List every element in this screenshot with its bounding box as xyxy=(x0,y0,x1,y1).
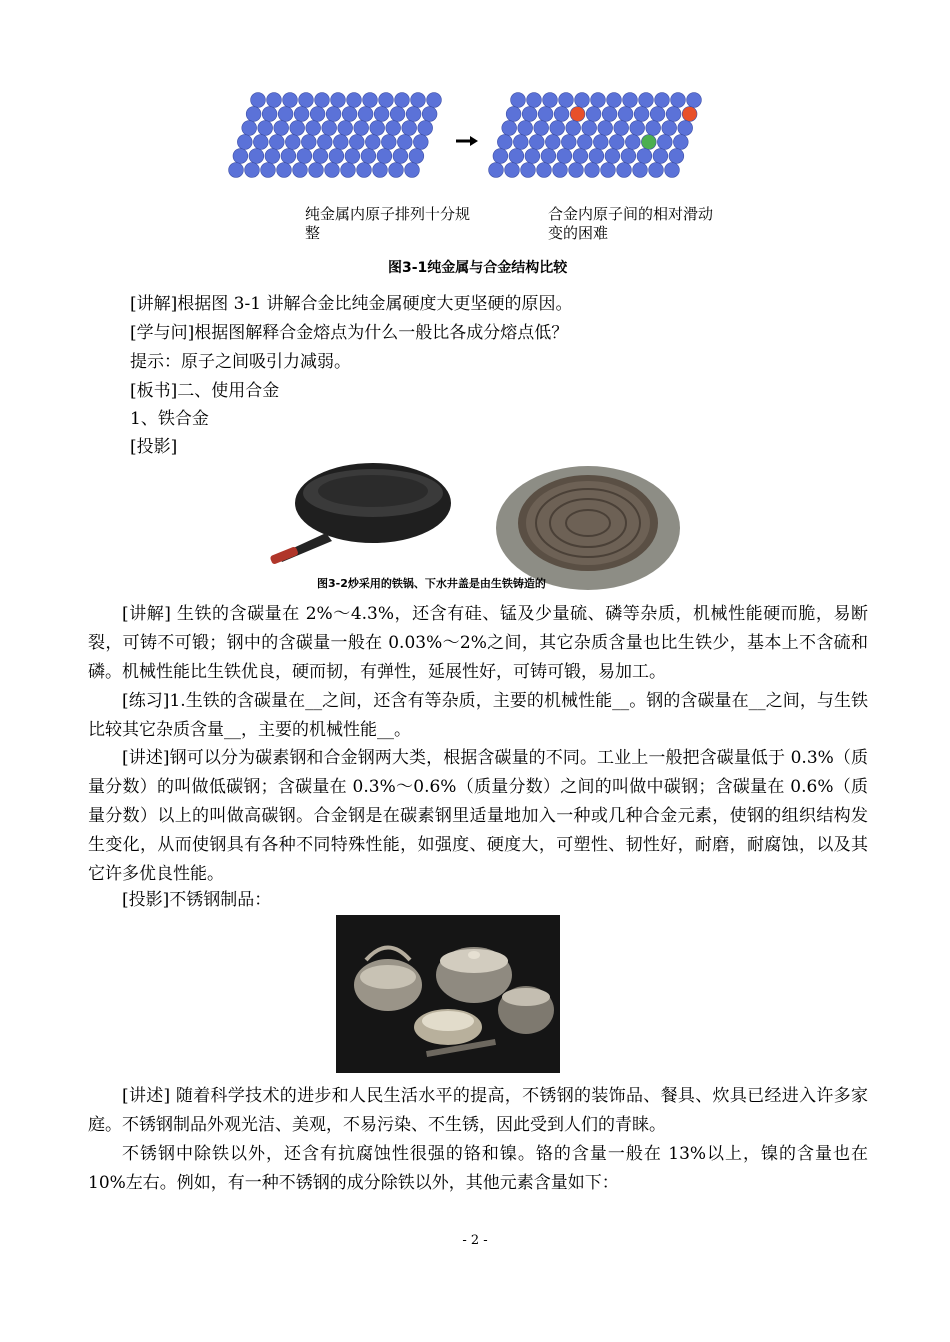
atom xyxy=(525,149,540,164)
atom xyxy=(618,107,633,122)
atom xyxy=(646,121,661,136)
atom xyxy=(569,163,584,178)
atom xyxy=(405,163,420,178)
atom xyxy=(390,107,405,122)
atom xyxy=(301,135,316,150)
paragraph-stainless-composition: 不锈钢中除铁以外，还含有抗腐蚀性很强的铬和镍。铬的含量一般在 13%以上，镍的含量也在 10%左右。例如，有一种不锈钢的成分除铁以外，其他元素含量如下： xyxy=(88,1144,868,1193)
figure-3-2-caption: 图3-2炒采用的铁锅、下水井盖是由生铁铸造的 xyxy=(317,577,546,590)
atom xyxy=(511,93,526,108)
atom xyxy=(566,121,581,136)
atom xyxy=(593,135,608,150)
atom xyxy=(397,135,412,150)
paragraph-projection: [投影]不锈钢制品： xyxy=(122,890,272,910)
atom xyxy=(529,135,544,150)
atom xyxy=(269,135,284,150)
atom xyxy=(653,149,668,164)
atom xyxy=(261,163,276,178)
atom xyxy=(262,107,277,122)
atom xyxy=(253,135,268,150)
atom xyxy=(331,93,346,108)
atom xyxy=(277,163,292,178)
explanation-line: [讲解]根据图 3-1 讲解合金比纯金属硬度大更坚硬的原因。 xyxy=(130,294,573,314)
atom xyxy=(589,149,604,164)
atom xyxy=(586,107,601,122)
atom xyxy=(361,149,376,164)
atom xyxy=(299,93,314,108)
atom xyxy=(293,163,308,178)
atom xyxy=(666,107,681,122)
atom xyxy=(534,121,549,136)
paragraph-stainless-intro: [讲述] 随着科学技术的进步和人民生活水平的提高，不锈钢的装饰品、餐具、炊具已经进入许多家庭。不锈钢制品外观光洁、美观，不易污染、不生锈，因此受到人们的青睐。 xyxy=(88,1086,868,1135)
atom xyxy=(358,107,373,122)
impurity-atom xyxy=(682,107,697,122)
atom xyxy=(413,135,428,150)
atom xyxy=(559,93,574,108)
atom xyxy=(630,121,645,136)
atom xyxy=(325,163,340,178)
atom xyxy=(333,135,348,150)
atom xyxy=(258,121,273,136)
atom xyxy=(294,107,309,122)
learn-ask-line: [学与问]根据图解释合金熔点为什么一般比各成分熔点低？ xyxy=(130,323,569,343)
atom xyxy=(345,149,360,164)
atom xyxy=(527,93,542,108)
atom xyxy=(687,93,702,108)
atom xyxy=(309,163,324,178)
atom xyxy=(655,93,670,108)
atom xyxy=(342,107,357,122)
atom xyxy=(614,121,629,136)
paragraph-cast-iron: [讲解] 生铁的含碳量在 2%～4.3%，还含有硅、锰及少量硫、磷等杂质，机械性能硬而脆，易断裂，可铸不可锻；钢中的含碳量一般在 0.03%～2%之间，其它杂质含量也比生铁少，基本上不含硫和磷。机械性能比生铁优良，硬而韧，有弹性，延展性好，可铸可锻，易加工。 xyxy=(88,604,868,682)
atom xyxy=(639,93,654,108)
atom xyxy=(377,149,392,164)
atom xyxy=(427,93,442,108)
atom xyxy=(379,93,394,108)
atom xyxy=(650,107,665,122)
atom xyxy=(326,107,341,122)
atom xyxy=(577,135,592,150)
atom xyxy=(678,121,693,136)
atom xyxy=(673,135,688,150)
atom xyxy=(497,135,512,150)
atom xyxy=(585,163,600,178)
atom xyxy=(657,135,672,150)
atom xyxy=(602,107,617,122)
atom xyxy=(609,135,624,150)
atom xyxy=(545,135,560,150)
atom xyxy=(513,135,528,150)
stainless-steel-products-image xyxy=(336,915,560,1073)
atom xyxy=(493,149,508,164)
atom xyxy=(505,163,520,178)
atom xyxy=(265,149,280,164)
pure-metal-caption: 纯金属内原子排列十分规整 xyxy=(305,205,471,242)
atom xyxy=(553,163,568,178)
atom xyxy=(605,149,620,164)
atom xyxy=(354,121,369,136)
atom xyxy=(591,93,606,108)
atom xyxy=(557,149,572,164)
atom xyxy=(538,107,553,122)
atom xyxy=(409,149,424,164)
atom xyxy=(363,93,378,108)
atom xyxy=(389,163,404,178)
atom xyxy=(317,135,332,150)
paragraph-exercise: [练习]1.生铁的含碳量在__之间，还含有等杂质，主要的机械性能__。钢的含碳量在__之间，与生铁比较其它杂质含量__，主要的机械性能__。 xyxy=(88,691,868,740)
atom xyxy=(665,163,680,178)
atom xyxy=(633,163,648,178)
atom xyxy=(274,121,289,136)
atom xyxy=(509,149,524,164)
iron-alloy-heading: 1、铁合金 xyxy=(130,409,209,429)
atom xyxy=(598,121,613,136)
atom xyxy=(402,121,417,136)
atom xyxy=(537,163,552,178)
atom xyxy=(290,121,305,136)
alloy-structure-figure xyxy=(218,86,716,278)
atom xyxy=(506,107,521,122)
atom xyxy=(349,135,364,150)
atom xyxy=(393,149,408,164)
atom xyxy=(607,93,622,108)
projection-label: [投影] xyxy=(130,437,178,457)
atom xyxy=(283,93,298,108)
atom xyxy=(315,93,330,108)
atom xyxy=(281,149,296,164)
hint-line: 提示：原子之间吸引力减弱。 xyxy=(130,352,351,372)
atom xyxy=(229,163,244,178)
atom xyxy=(422,107,437,122)
atom xyxy=(374,107,389,122)
atom xyxy=(518,121,533,136)
impurity-atom xyxy=(641,135,656,150)
atom xyxy=(245,163,260,178)
atom xyxy=(573,149,588,164)
atom xyxy=(242,121,257,136)
page-number: - 2 - xyxy=(462,1233,488,1248)
atom xyxy=(662,121,677,136)
arrow-right-icon xyxy=(456,136,478,146)
board-heading: [板书]二、使用合金 xyxy=(130,381,280,401)
atom xyxy=(561,135,576,150)
atom xyxy=(669,149,684,164)
atom xyxy=(554,107,569,122)
atom xyxy=(601,163,616,178)
atom xyxy=(411,93,426,108)
impurity-atom xyxy=(570,107,585,122)
atom xyxy=(357,163,372,178)
atom xyxy=(285,135,300,150)
atom xyxy=(322,121,337,136)
atom xyxy=(310,107,325,122)
atom xyxy=(637,149,652,164)
alloy-lattice xyxy=(489,93,702,178)
atom xyxy=(489,163,504,178)
atom xyxy=(386,121,401,136)
atom xyxy=(623,93,638,108)
atom xyxy=(406,107,421,122)
atom xyxy=(370,121,385,136)
atom xyxy=(671,93,686,108)
pure-metal-lattice xyxy=(229,93,442,178)
atom xyxy=(373,163,388,178)
atom xyxy=(246,107,261,122)
atom xyxy=(249,149,264,164)
atom xyxy=(502,121,517,136)
atom xyxy=(617,163,632,178)
atom xyxy=(251,93,266,108)
atom xyxy=(621,149,636,164)
atom xyxy=(341,163,356,178)
atom xyxy=(550,121,565,136)
atom xyxy=(313,149,328,164)
atom xyxy=(521,163,536,178)
manhole-cover-image xyxy=(496,466,680,590)
figure-3-1-title: 图3-1纯金属与合金结构比较 xyxy=(388,260,568,276)
atom xyxy=(395,93,410,108)
atom xyxy=(522,107,537,122)
atom xyxy=(541,149,556,164)
iron-products-figure xyxy=(268,463,683,593)
atom xyxy=(575,93,590,108)
paragraph-steel-types: [讲述]钢可以分为碳素钢和合金钢两大类，根据含碳量的不同。工业上一般把含碳量低于 0.3%（质量分数）的叫做低碳钢；含碳量在 0.3%～0.6%（质量分数）之间的叫做中碳钢；含碳量在 0.6%（质量分数）以上的叫做高碳钢。合金钢是在碳素钢里适量地加入一种或几种合金元素，使钢的组织结构发生变化，从而使钢具有各种不同特殊性能，如强度、硬度大，可塑性、韧性好，耐磨，耐腐蚀，以及其它许多优良性能。 xyxy=(88,748,868,884)
atom xyxy=(582,121,597,136)
alloy-caption: 合金内原子间的相对滑动变的困难 xyxy=(548,205,714,242)
atom xyxy=(543,93,558,108)
wok-image xyxy=(270,463,451,565)
atom xyxy=(347,93,362,108)
atom xyxy=(649,163,664,178)
atom xyxy=(237,135,252,150)
atom xyxy=(625,135,640,150)
atom xyxy=(418,121,433,136)
atom xyxy=(381,135,396,150)
atom xyxy=(297,149,312,164)
atom xyxy=(278,107,293,122)
atom xyxy=(306,121,321,136)
atom xyxy=(233,149,248,164)
atom xyxy=(634,107,649,122)
atom xyxy=(267,93,282,108)
atom xyxy=(329,149,344,164)
atom xyxy=(365,135,380,150)
atom xyxy=(338,121,353,136)
